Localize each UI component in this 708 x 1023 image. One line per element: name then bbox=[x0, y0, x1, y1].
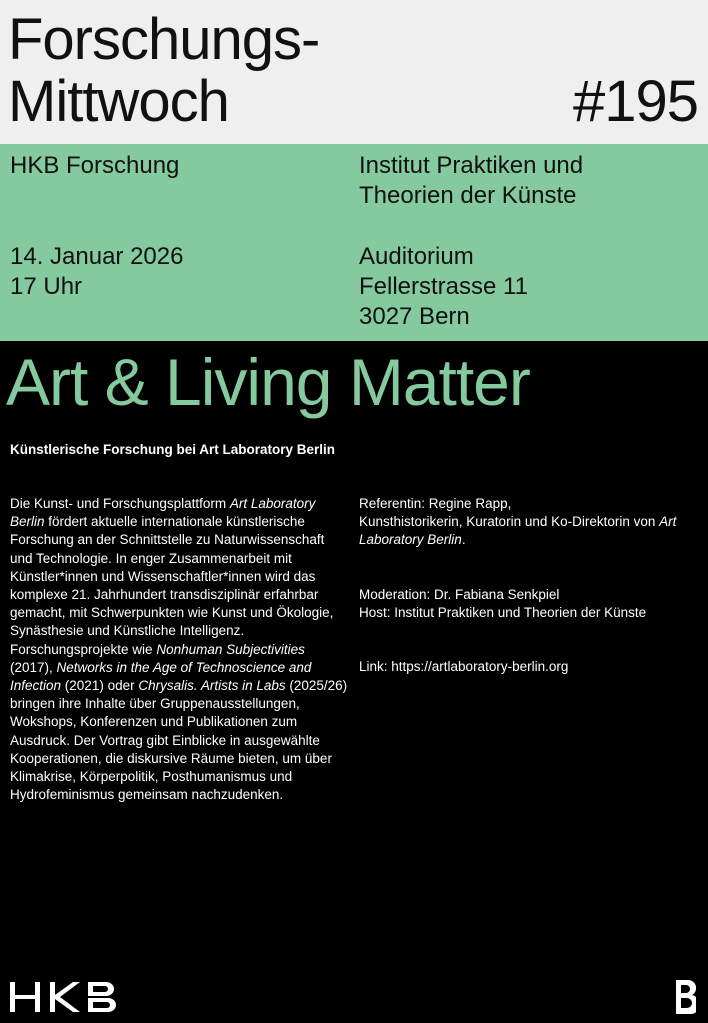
desc-italic-3: Networks in the Age of Technoscience and Infection bbox=[10, 659, 312, 694]
venue bbox=[359, 242, 704, 332]
title-line-2: Mittwoch bbox=[8, 69, 229, 134]
speaker-line-1: Referentin: Regine Rapp, bbox=[359, 496, 512, 511]
speaker-org: Art Laboratory Berlin bbox=[359, 514, 677, 548]
desc-part-5: (2025/26) bringen ihre Inhalte über Gruppenausstellungen, Wokshops, Konferenzen und Publikationen zum Ausdruck. Der Vortrag gibt Einblicke in ausgewählte Kooperationen, die diskursive Räume bieten, um über Klimakrise, Körperpolitik, Posthumanismus und Hydrofeminismus gemeinsam nachzudenken. bbox=[10, 678, 348, 803]
event-title: Art & Living Matter bbox=[6, 345, 530, 419]
organizer bbox=[10, 151, 340, 181]
bfh-logo bbox=[674, 980, 696, 1014]
event-subtitle: Künstlerische Forschung bei Art Laboratory Berlin bbox=[10, 442, 336, 457]
desc-italic-2: Nonhuman Subjectivities bbox=[156, 641, 305, 657]
institute-line-2: Theorien der Künste bbox=[359, 182, 577, 209]
date-time bbox=[10, 242, 340, 302]
speaker-end: . bbox=[461, 532, 466, 548]
moderation-host bbox=[359, 586, 704, 622]
institute bbox=[359, 151, 704, 211]
hkb-logo bbox=[10, 982, 118, 1012]
venue-name: Auditorium bbox=[359, 243, 474, 270]
desc-part-1: Die Kunst- und Forschungsplattform bbox=[10, 496, 230, 511]
desc-italic-1: Art Laboratory Berlin bbox=[10, 496, 316, 530]
speaker-role: Kunsthistorikerin, Kuratorin und Ko-Direktorin von bbox=[359, 514, 660, 530]
moderation: Moderation: Dr. Fabiana Senkpiel bbox=[359, 587, 560, 602]
title-line-1: Forschungs- bbox=[8, 7, 320, 72]
venue-city: 3027 Bern bbox=[359, 303, 470, 330]
desc-italic-4: Chrysalis. Artists in Labs bbox=[138, 678, 286, 694]
institute-line-1: Institut Praktiken und bbox=[359, 152, 584, 179]
event-time: 17 Uhr bbox=[10, 273, 83, 300]
venue-street: Fellerstrasse 11 bbox=[359, 273, 528, 300]
description bbox=[10, 495, 350, 804]
desc-part-4: (2021) oder bbox=[61, 678, 139, 694]
event-date: 14. Januar 2026 bbox=[10, 243, 184, 270]
speaker-info bbox=[359, 495, 704, 550]
organizer-text: HKB Forschung bbox=[10, 152, 180, 179]
desc-part-3: (2017), bbox=[10, 659, 57, 675]
issue-number: #195 bbox=[572, 69, 698, 134]
event-link[interactable]: Link: https://artlaboratory-berlin.org bbox=[359, 659, 569, 674]
speaker-line-2 bbox=[359, 513, 704, 549]
desc-part-2: fördert aktuelle internationale künstlerische Forschung an der Schnittstelle zu Naturwissenschaft und Technologie. In enger Zusammenarbeit mit Künstler*innen und Wissenschaftler*innen wird das komplexe 21. Jahrhundert transdisziplinär erfahrbar gemacht, mit Schwerpunkten wie Kunst und Ökologie, Synästhesie und Künstliche Intelligenz. Forschungsprojekte wie bbox=[10, 514, 334, 657]
host: Host: Institut Praktiken und Theorien der Künste bbox=[359, 605, 647, 621]
